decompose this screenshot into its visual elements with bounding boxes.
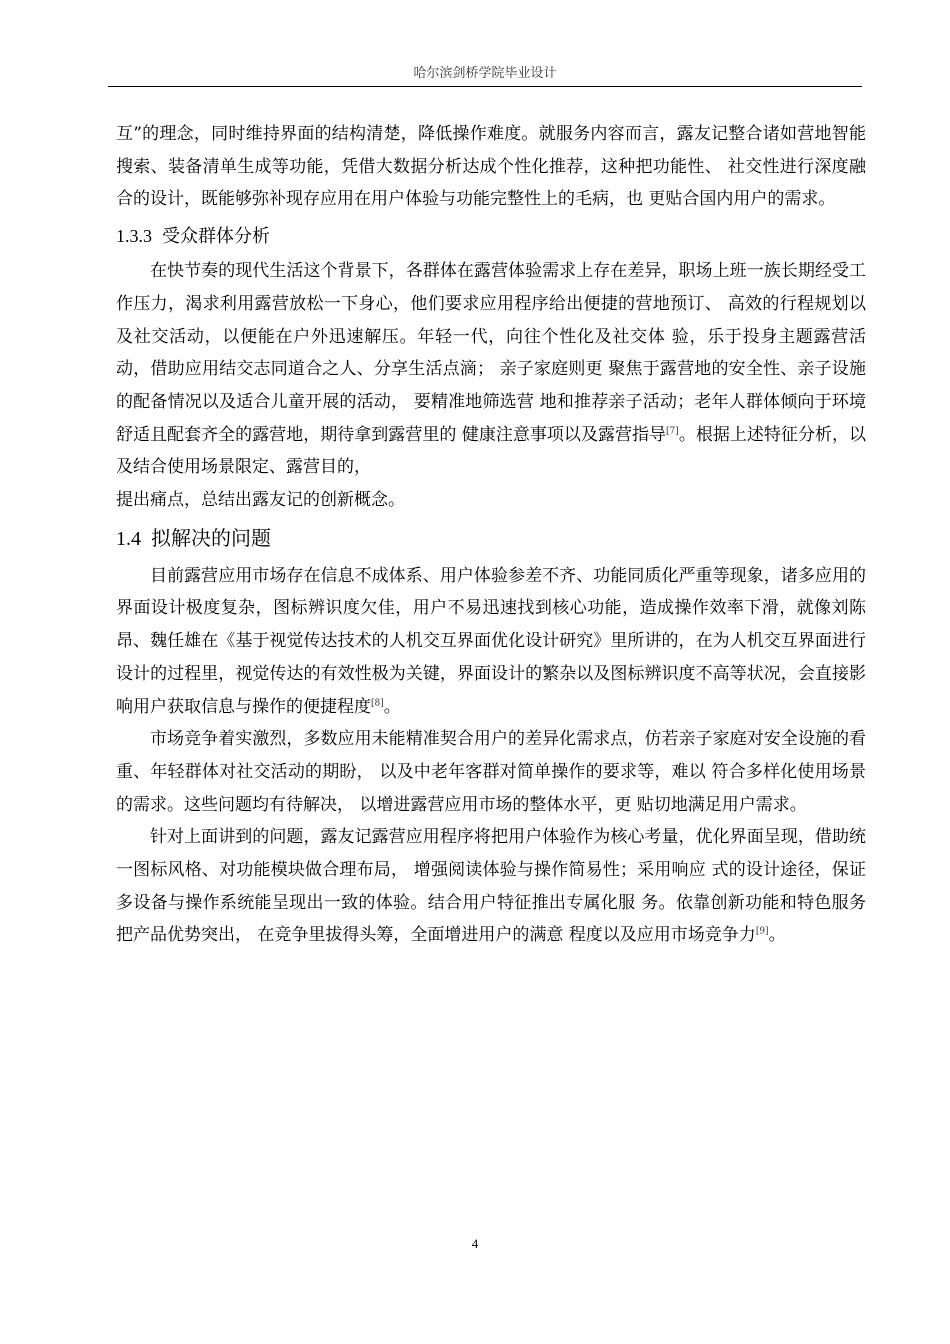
paragraph-audience bbox=[116, 255, 866, 484]
paragraph-text-tail: 。 bbox=[768, 925, 786, 946]
citation-8: [8] bbox=[371, 697, 384, 708]
paragraph-painpoint: 提出痛点，总结出露友记的创新概念。 bbox=[116, 490, 405, 511]
paragraph-text: 目前露营应用市场存在信息不成体系、用户体验参差不齐、功能同质化严重等现象，诸多应用的界面设计极度复杂，图标辨识度欠佳，用户不易迅速找到核心功能，造成操作效率下滑，就像刘陈昂、魏任雄在《基于视觉传达技术的人机交互界面优化设计研究》里所讲的，在为人机交互界面进行设计的过程里，视觉传达的有效性极为关键，界面设计的繁杂以及图标辨识度不高等状况，会直接影响用户获取信息与操作的便捷程度 bbox=[116, 565, 866, 717]
paragraph-problem-1 bbox=[116, 560, 866, 724]
paragraph-text-tail: 。 bbox=[383, 696, 401, 717]
paragraph-intro: 互”的理念，同时维持界面的结构清楚，降低操作难度。就服务内容而言，露友记整合诸如营地智能搜索、装备清单生成等功能，凭借大数据分析达成个性化推荐，这种把功能性、 社交性进行深度融合的设计，既能够弥补现存应用在用户体验与功能完整性上的毛病，也 更贴合国内用户的需求。 bbox=[116, 124, 866, 210]
page-number: 4 bbox=[471, 1236, 479, 1251]
citation-9: [9] bbox=[755, 926, 769, 937]
section-title: 受众群体分析 bbox=[162, 226, 270, 248]
section-heading-1-3-3 bbox=[116, 218, 866, 255]
header-rule bbox=[108, 86, 862, 87]
section-number: 1.4 bbox=[116, 527, 141, 550]
page-header: 哈尔滨剑桥学院毕业设计 bbox=[413, 66, 557, 81]
paragraph-problem-3 bbox=[116, 821, 866, 952]
paragraph-problem-2: 市场竞争着实激烈，多数应用未能精准契合用户的差异化需求点，仿若亲子家庭对安全设施的看重、年轻群体对社交活动的期盼， 以及中老年客群对简单操作的要求等，难以 符合多样化使用场景的需求。这些问题均有待解决， 以增进露营应用市场的整体水平，更 贴切地满足用户需求。 bbox=[116, 729, 866, 815]
section-heading-1-4 bbox=[116, 519, 866, 558]
paragraph-text: 在快节奏的现代生活这个背景下，各群体在露营体验需求上存在差异，职场上班一族长期经受工作压力，渴求利用露营放松一下身心，他们要求应用程序给出便捷的营地预订、 高效的行程规划以及社交活动，以便能在户外迅速解压。年轻一代，向往个性化及社交体 验，乐于投身主题露营活动，借助应用结交志同道合之人、分享生活点滴； 亲子家庭则更 聚焦于露营地的安全性、亲子设施的配备情况以及适合儿童开展的活动， 要精准地筛选营 地和推荐亲子活动；老年人群体倾向于环境舒适且配套齐全的露营地，期待拿到露营里的 健康注意事项以及露营指导 bbox=[116, 261, 866, 445]
page-content bbox=[116, 118, 866, 952]
citation-7: [7] bbox=[666, 425, 679, 436]
paragraph-text-tail: 。根据上述特征分析，以及结合使用场景限定、露营目的， bbox=[116, 424, 867, 478]
section-number: 1.3.3 bbox=[116, 226, 152, 247]
paragraph-text: 针对上面讲到的问题，露友记露营应用程序将把用户体验作为核心考量，优化界面呈现，借助统一图标风格、对功能模块做合理布局， 增强阅读体验与操作简易性；采用响应 式的设计途径，保证多设备与操作系统能呈现出一致的体验。结合用户特征推出专属化服 务。依靠创新功能和特色服务把产品优势突出， 在竞争里拔得头筹，全面增进用户的满意 程度以及应用市场竞争力 bbox=[116, 827, 866, 946]
section-title: 拟解决的问题 bbox=[151, 525, 271, 550]
